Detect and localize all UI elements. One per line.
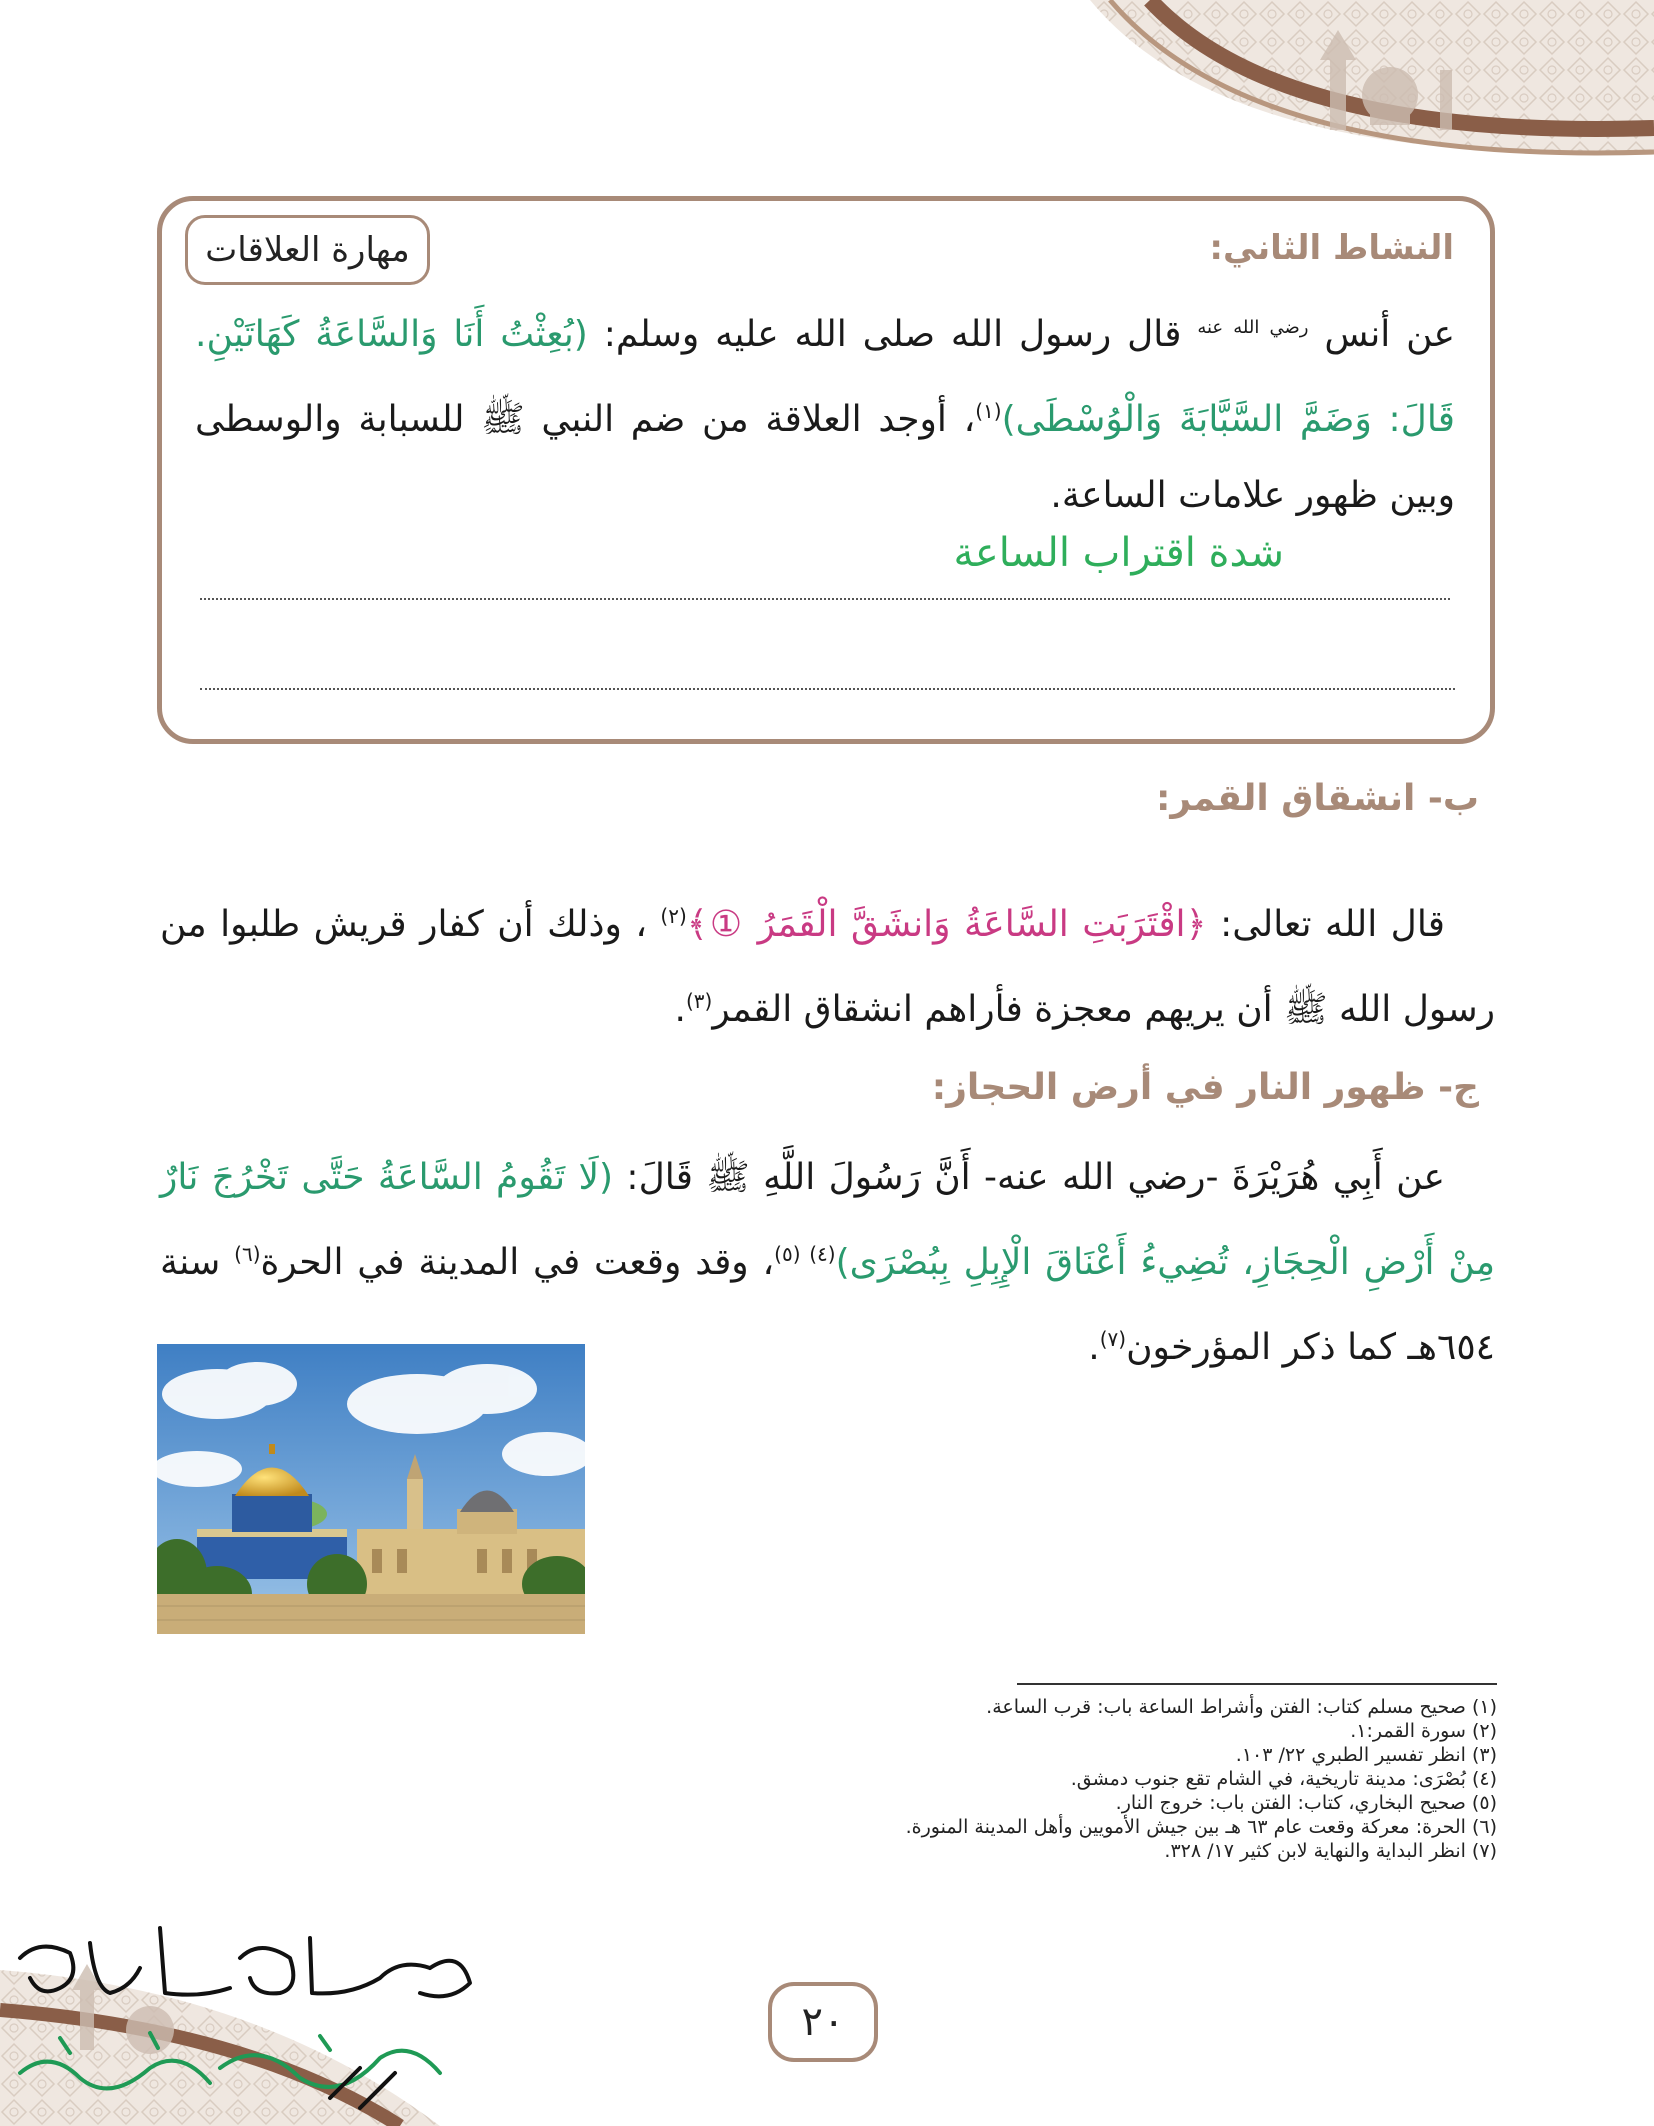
- footnote-ref-4-5: (٤) (٥): [774, 1242, 836, 1266]
- para-b-text-3: .: [674, 989, 686, 1030]
- hadith-intro: عن أنس: [1308, 314, 1456, 355]
- footnote-ref-1: (١): [975, 399, 1002, 423]
- footnote-ref-2: (٢): [660, 904, 687, 928]
- footnote-separator: [1017, 1683, 1497, 1685]
- footnotes: [497, 1695, 1497, 1863]
- hadith-mid: قال رسول الله صلى الله عليه وسلم:: [587, 314, 1198, 355]
- para-b-text-1: قال الله تعالى:: [1206, 904, 1446, 945]
- para-b-text-2: ، وذلك أن كفار قريش طلبوا من رسول الله ﷺ أن يريهم معجزة فأراهم انشقاق القمر: [160, 904, 1495, 1030]
- hadith-quote: (بُعِثْتُ أَنَا وَالسَّاعَةُ كَهَاتَيْنِ. قَالَ: وَضَمَّ السَّبَّابَةَ وَالْوُسْطَى): [195, 314, 1455, 440]
- footnote: (٢) سورة القمر:١.: [1350, 1720, 1497, 1742]
- answer-line: [200, 598, 1450, 600]
- handwritten-answer: شدة اقتراب الساعة: [953, 530, 1284, 576]
- solution-stamp-signature: [0, 1908, 490, 2126]
- footnote: (٧) انظر البداية والنهاية لابن كثير ١٧/ ٣٢٨.: [1164, 1840, 1497, 1862]
- paragraph-b: [160, 878, 1495, 1048]
- answer-line: [200, 688, 1455, 690]
- para-c-text-3: سنة ٦٥٤هـ كما ذكر المؤرخون: [160, 1242, 1495, 1368]
- dome-of-the-rock-photo: [157, 1344, 585, 1634]
- para-c-text-2: ، وقد وقعت في المدينة في الحرة: [260, 1242, 775, 1283]
- footnote: (١) صحيح مسلم كتاب: الفتن وأشراط الساعة باب: قرب الساعة.: [986, 1696, 1497, 1718]
- section-heading-b: ب- انشقاق القمر:: [1156, 778, 1479, 819]
- skill-badge: مهارة العلاقات: [185, 215, 430, 285]
- honorific-anas: رضي الله عنه: [1197, 317, 1309, 338]
- footnote: (٤) بُصْرَى: مدينة تاريخية، في الشام تقع جنوب دمشق.: [1070, 1768, 1497, 1790]
- footnote: (٣) انظر تفسير الطبري ٢٢/ ١٠٣.: [1235, 1744, 1497, 1766]
- quran-ayah: ﴿اقْتَرَبَتِ السَّاعَةُ وَانشَقَّ الْقَمَرُ ①﴾: [686, 904, 1207, 945]
- section-heading-c: ج- ظهور النار في أرض الحجاز:: [931, 1067, 1479, 1108]
- hadith-quote-c: (لَا تَقُومُ السَّاعَةُ حَتَّى تَخْرُجَ نَارٌ مِنْ أَرْضِ الْحِجَازِ، تُضِيءُ أَعْنَاقَ الْإِبِلِ بِبُصْرَى): [160, 1157, 1495, 1283]
- activity-question-text: ، أوجد العلاقة من ضم النبي ﷺ للسبابة والوسطى وبين ظهور علامات الساعة.: [195, 399, 1455, 516]
- para-c-text-1: عن أَبِي هُرَيْرَةَ -رضي الله عنه- أَنَّ رَسُولَ اللَّهِ ﷺ قَالَ:: [613, 1157, 1445, 1198]
- activity-title: النشاط الثاني:: [1209, 228, 1454, 268]
- activity-question: [195, 290, 1455, 534]
- page-number: ٢٠: [768, 1982, 878, 2062]
- footnote: (٦) الحرة: معركة وقعت عام ٦٣ هـ بين جيش الأمويين وأهل المدينة المنورة.: [905, 1816, 1497, 1838]
- footnote-ref-3: (٣): [685, 989, 713, 1013]
- decorative-corner-top: [1090, 0, 1654, 160]
- footnote-ref-6: (٦): [234, 1242, 261, 1266]
- para-c-text-4: .: [1088, 1327, 1100, 1368]
- footnote-ref-7: (٧): [1099, 1327, 1127, 1351]
- footnote: (٥) صحيح البخاري، كتاب: الفتن باب: خروج النار.: [1115, 1792, 1497, 1814]
